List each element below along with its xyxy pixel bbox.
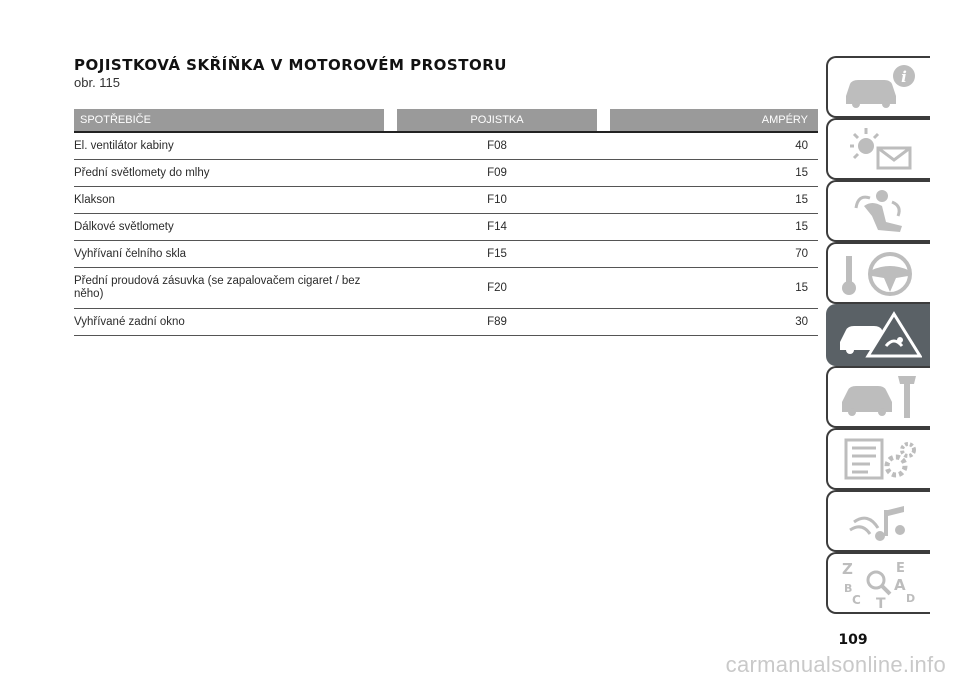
fuse-cell: F08	[487, 139, 507, 152]
chapter-tab-specifications[interactable]	[826, 428, 930, 490]
light-message-icon	[836, 124, 922, 174]
fuse-table	[74, 109, 818, 336]
consumer-cell: Přední proudová zásuvka (se zapalovačem cigaret / bez něho)	[74, 275, 361, 300]
chapter-tab-index[interactable]	[826, 552, 930, 614]
amperes-cell: 15	[795, 220, 808, 233]
chapter-tab-emergency[interactable]	[826, 304, 930, 366]
svg-text:i: i	[901, 68, 907, 86]
table-row	[74, 268, 818, 309]
chapter-tab-maintenance[interactable]	[826, 366, 930, 428]
column-header-consumers: SPOTŘEBIČE	[74, 109, 384, 131]
index-letter: D	[906, 592, 916, 605]
fuse-cell: F14	[487, 220, 507, 233]
consumer-cell: Dálkové světlomety	[74, 220, 174, 233]
table-row	[74, 187, 818, 214]
figure-reference: obr. 115	[74, 75, 121, 90]
table-row	[74, 133, 818, 160]
chapter-sidebar	[826, 56, 930, 614]
watermark: carmanualsonline.info	[725, 652, 946, 677]
amperes-cell: 30	[795, 315, 808, 328]
amperes-cell: 70	[795, 247, 808, 260]
amperes-cell: 15	[795, 166, 808, 179]
fuse-cell: F10	[487, 193, 507, 206]
amperes-cell: 15	[795, 281, 808, 294]
index-letter: T	[876, 596, 886, 608]
chapter-tab-safety[interactable]	[826, 180, 930, 242]
fuse-cell: F20	[487, 281, 507, 294]
chapter-tab-lights-messages[interactable]	[826, 118, 930, 180]
page-number: 109	[838, 632, 868, 648]
multimedia-icon	[836, 496, 922, 546]
column-header-fuse: POJISTKA	[397, 109, 597, 131]
chapter-tab-starting-driving[interactable]	[826, 242, 930, 304]
chapter-tab-multimedia[interactable]	[826, 490, 930, 552]
index-letter: B	[844, 582, 853, 595]
key-steering-wheel-icon	[836, 248, 922, 298]
car-maintenance-icon	[836, 372, 922, 422]
index-letter: E	[896, 561, 905, 576]
index-letter: Z	[842, 560, 853, 578]
fuse-cell: F15	[487, 247, 507, 260]
consumer-cell: Vyhřívaní čelního skla	[74, 247, 187, 260]
table-row	[74, 160, 818, 187]
consumer-cell: Vyhřívané zadní okno	[74, 315, 185, 328]
column-header-amperes: AMPÉRY	[610, 109, 818, 131]
specifications-gear-icon	[836, 434, 922, 484]
consumer-cell: Klakson	[74, 193, 115, 206]
index-letter: C	[852, 593, 861, 607]
amperes-cell: 15	[795, 193, 808, 206]
table-row	[74, 309, 818, 336]
seat-airbag-icon	[836, 186, 922, 236]
fuse-cell: F89	[487, 315, 507, 328]
car-warning-icon	[836, 310, 922, 360]
table-row	[74, 214, 818, 241]
consumer-cell: Přední světlomety do mlhy	[74, 166, 210, 179]
table-row	[74, 241, 818, 268]
index-search-icon	[836, 558, 922, 608]
index-letter: A	[894, 576, 906, 594]
consumer-cell: El. ventilátor kabiny	[74, 139, 174, 152]
car-info-icon	[836, 62, 922, 112]
amperes-cell: 40	[795, 139, 808, 152]
chapter-tab-car-info[interactable]	[826, 56, 930, 118]
page-title: POJISTKOVÁ SKŘÍŇKA V MOTOROVÉM PROSTORU	[74, 56, 507, 74]
table-header	[74, 109, 818, 131]
fuse-cell: F09	[487, 166, 507, 179]
